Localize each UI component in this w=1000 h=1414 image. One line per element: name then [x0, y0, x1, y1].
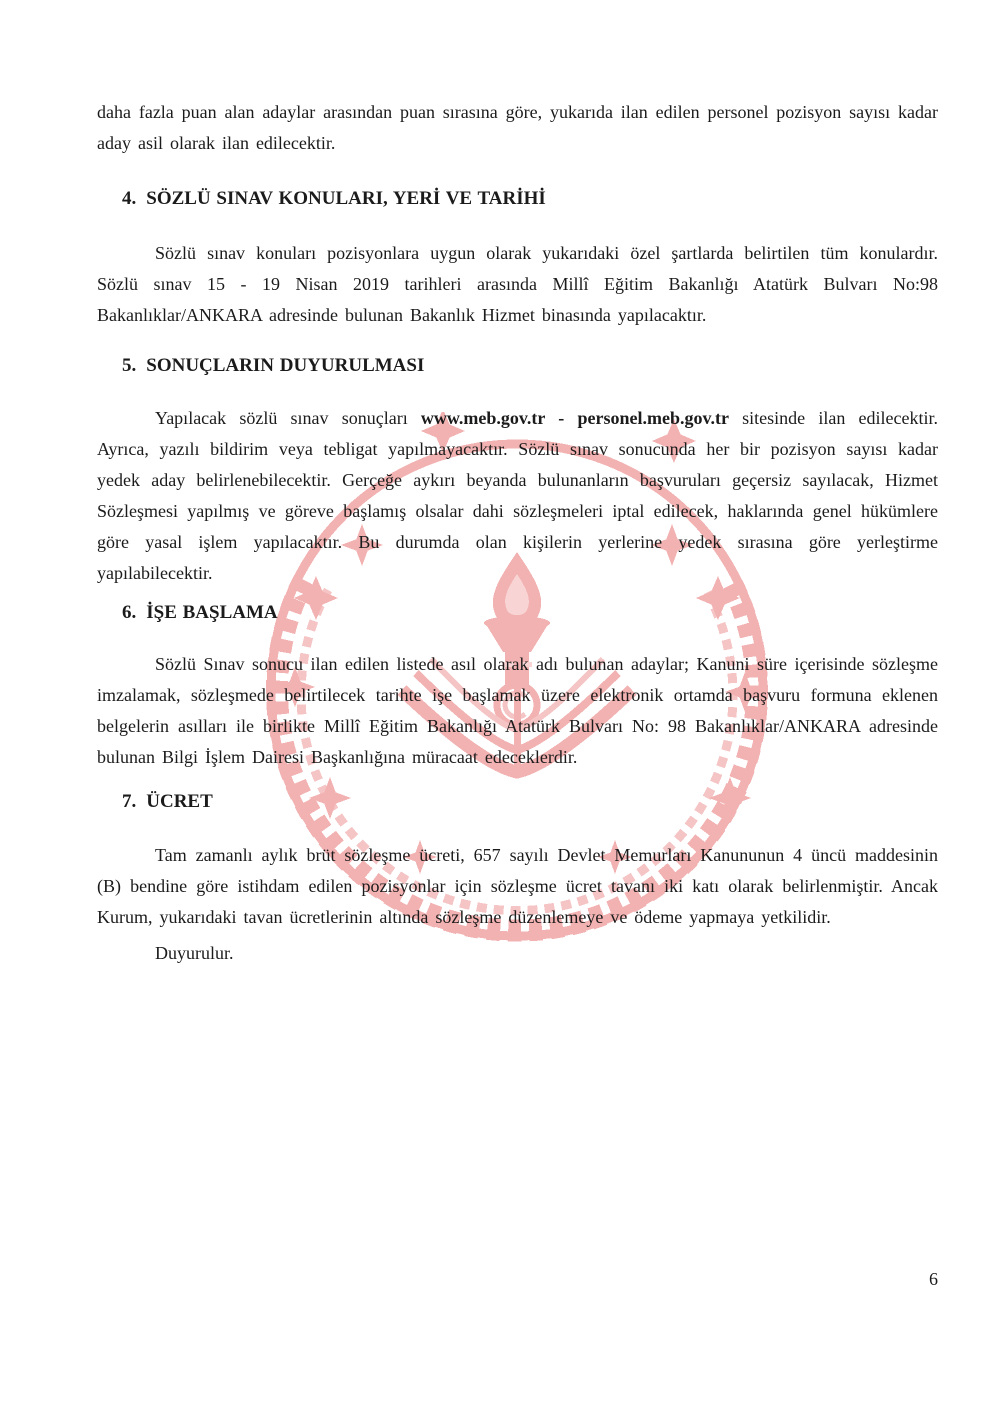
section-6-number: 6. — [122, 602, 137, 623]
section-7-title: ÜCRET — [146, 791, 213, 812]
section-4-heading — [97, 183, 938, 214]
results-website-urls: www.meb.gov.tr - personel.meb.gov.tr — [420, 408, 729, 428]
section-5-heading — [97, 350, 938, 381]
section-6-paragraph: Sözlü Sınav sonucu ilan edilen listede asıl olarak adı bulunan adaylar; Kanuni süre içerisinde sözleşme imzalamak, sözleşmede belirtilecek tarihte işe başlamak üzere elektronik ortamda başvuru formuna eklenen belgelerin asılları ile birlikte Millî Eğitim Bakanlığı Atatürk Bulvarı No: 98 Bakanlıklar/ANKARA adresinde bulunan Bilgi İşlem Dairesi Başkanlığına müracaat edeceklerdir. — [97, 654, 938, 767]
section-5-title: SONUÇLARIN DUYURULMASI — [146, 355, 425, 376]
section-5-text-after-link: sitesinde ilan edilecektir. Ayrıca, yazılı bildirim veya tebligat yapılmayacaktır. Sözlü sınav sonucunda her bir pozisyon sayısı kadar yedek aday belirlenebilecektir. Gerçeğe aykırı beyanda bulunanların başvuruları geçersiz sayılacak, Hizmet Sözleşmesi yapılmış ve göreve başlamış olsalar dahi sözleşmeleri iptal edilecek, haklarında genel hükümlere göre yasal işlem yapılacaktır. Bu durumda olan kişilerin yerlerine yedek sırasına göre yerleştirme yapılabilecektir. — [97, 408, 938, 583]
section-6-heading — [97, 597, 938, 628]
section-4-number: 4. — [122, 188, 137, 209]
section-4-paragraph: Sözlü sınav konuları pozisyonlara uygun olarak yukarıdaki özel şartlarda belirtilen tüm konulardır. Sözlü sınav 15 - 19 Nisan 2019 tarihleri arasında Millî Eğitim Bakanlığı Atatürk Bulvarı No:98 Bakanlıklar/ANKARA adresinde bulunan Bakanlık Hizmet binasında yapılacaktır. — [97, 243, 938, 325]
section-5-number: 5. — [122, 355, 137, 376]
closing-line: Duyurulur. — [155, 943, 234, 963]
section-6-title: İŞE BAŞLAMA — [146, 602, 278, 623]
section-4-title: SÖZLÜ SINAV KONULARI, YERİ VE TARİHİ — [146, 188, 546, 209]
section-5-paragraph — [97, 403, 938, 589]
section-7-paragraph: Tam zamanlı aylık brüt sözleşme ücreti, 657 sayılı Devlet Memurları Kanununun 4 üncü maddesinin (B) bendine göre istihdam edilen pozisyonlar için sözleşme ücret tavanı iki katı olarak belirlenmiştir. Ancak Kurum, yukarıdaki tavan ücretlerinin altında sözleşme düzenlemeye ve ödeme yapmaya yetkilidir. — [97, 845, 938, 927]
section-5-text-before-link: Yapılacak sözlü sınav sonuçları — [155, 408, 421, 428]
section-7-number: 7. — [122, 791, 137, 812]
intro-paragraph: daha fazla puan alan adaylar arasından puan sırasına göre, yukarıda ilan edilen personel pozisyon sayısı kadar aday asil olarak ilan edilecektir. — [97, 102, 938, 153]
section-7-heading — [97, 786, 938, 817]
page-number: 6 — [929, 1269, 938, 1289]
